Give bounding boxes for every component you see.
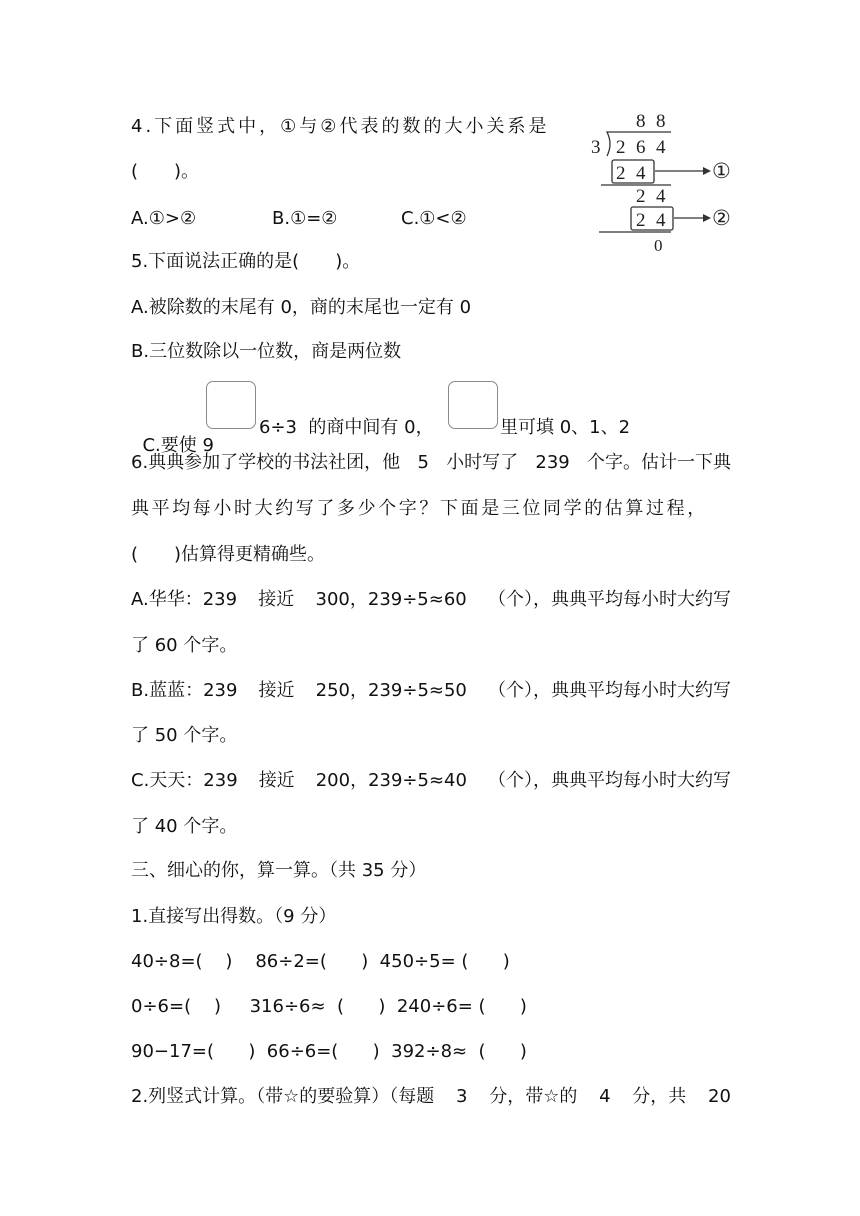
q5-option-c: [131, 419, 214, 455]
q2-title-part3: 分，带☆的: [489, 1086, 578, 1107]
q5-option-c-suffix: 里可填 0、1、2: [500, 417, 631, 438]
dividend-digit-2: 6: [636, 137, 646, 158]
long-division-figure: [585, 108, 745, 253]
calc-row-3: 90−17=( ) 66÷6=( ) 392÷8≈ ( ): [131, 1041, 527, 1062]
quotient-digit-1: 8: [636, 111, 646, 132]
answer-box-2: [448, 381, 498, 429]
arrow-head-2: [703, 214, 711, 222]
remainder1-digit-2: 4: [656, 186, 666, 207]
dividend-digit-1: 2: [616, 137, 626, 158]
q2-title-part4: 4: [599, 1086, 611, 1107]
q6-line1-part4: 239: [535, 452, 570, 473]
arrow-head-1: [703, 167, 711, 175]
q6-b-part2: 接近: [258, 680, 295, 701]
q2-title-part1: 2.列竖式计算。（带☆的要验算）（每题: [131, 1086, 435, 1107]
q6-a-part3: 300，239÷5≈60: [315, 589, 467, 610]
section3-q2-title: [131, 1088, 731, 1106]
q2-title-part6: 20: [708, 1086, 731, 1107]
calc-row-2: 0÷6=( ) 316÷6≈ ( ) 240÷6= ( ): [131, 996, 527, 1017]
q4-option-c: C.①<②: [401, 208, 467, 229]
section3-title: 三、细心的你，算一算。（共 35 分）: [131, 860, 427, 881]
q5-option-a: A.被除数的末尾有 0，商的末尾也一定有 0: [131, 297, 472, 318]
q6-option-a-line2: 了 60 个字。: [131, 635, 238, 656]
q6-option-b-line2: 了 50 个字。: [131, 725, 238, 746]
q6-line1: [131, 454, 731, 472]
q6-line1-part3: 小时写了: [446, 452, 519, 473]
step2-digit-2: 4: [656, 210, 666, 231]
q5-stem: 5.下面说法正确的是( )。: [131, 251, 361, 272]
step2-digit-1: 2: [636, 210, 646, 231]
q6-c-part4: （个），典典平均每小时大约写: [487, 770, 731, 791]
step1-digit-2: 4: [636, 163, 646, 184]
section3-q1-title: 1.直接写出得数。（9 分）: [131, 906, 337, 927]
q6-line2: 典平均每小时大约写了多少个字？下面是三位同学的估算过程，: [131, 498, 708, 519]
q6-option-b-line1: [131, 682, 731, 700]
q6-option-a-line1: [131, 591, 731, 609]
q6-line1-part2: 5: [417, 452, 429, 473]
divisor: 3: [591, 137, 601, 158]
q2-title-part2: 3: [456, 1086, 468, 1107]
q6-a-part4: （个），典典平均每小时大约写: [487, 589, 731, 610]
step1-digit-1: 2: [616, 163, 626, 184]
quotient-digit-2: 8: [656, 111, 666, 132]
q6-option-c-line1: [131, 772, 731, 790]
q5-option-c-middle: 6÷3 的商中间有 0，: [259, 417, 434, 438]
q6-a-part2: 接近: [258, 589, 295, 610]
q5-option-c-prefix: C.要使 9: [142, 435, 214, 456]
q5-option-b: B.三位数除以一位数，商是两位数: [131, 341, 402, 362]
q4-option-b: B.①=②: [272, 208, 338, 229]
q4-line1: 4.下面竖式中，①与②代表的数的大小关系是: [131, 116, 550, 137]
final-remainder: 0: [654, 236, 663, 253]
circle-mark-2: ②: [712, 206, 731, 230]
q4-option-a: A.①>②: [131, 208, 197, 229]
q6-line1-part1: 6.典典参加了学校的书法社团，他: [131, 452, 401, 473]
calc-row-1: 40÷8=( ) 86÷2=( ) 450÷5= ( ): [131, 951, 510, 972]
q6-b-part4: （个），典典平均每小时大约写: [488, 680, 731, 701]
answer-box-1: [206, 381, 256, 429]
q6-b-part3: 250，239÷5≈50: [315, 680, 467, 701]
q2-title-part5: 分，共: [632, 1086, 687, 1107]
q4-line2: ( )。: [131, 161, 200, 182]
q6-b-part1: B.蓝蓝：239: [131, 680, 238, 701]
q6-c-part3: 200，239÷5≈40: [315, 770, 467, 791]
q6-c-part1: C.天天：239: [131, 770, 238, 791]
circle-mark-1: ①: [712, 159, 731, 183]
q6-line1-part5: 个字。估计一下典: [587, 452, 731, 473]
remainder1-digit-1: 2: [636, 186, 646, 207]
q6-a-part1: A.华华：239: [131, 589, 238, 610]
dividend-digit-3: 4: [656, 137, 666, 158]
q6-line3: ( )估算得更精确些。: [131, 544, 326, 565]
q6-c-part2: 接近: [258, 770, 295, 791]
q6-option-c-line2: 了 40 个字。: [131, 816, 238, 837]
